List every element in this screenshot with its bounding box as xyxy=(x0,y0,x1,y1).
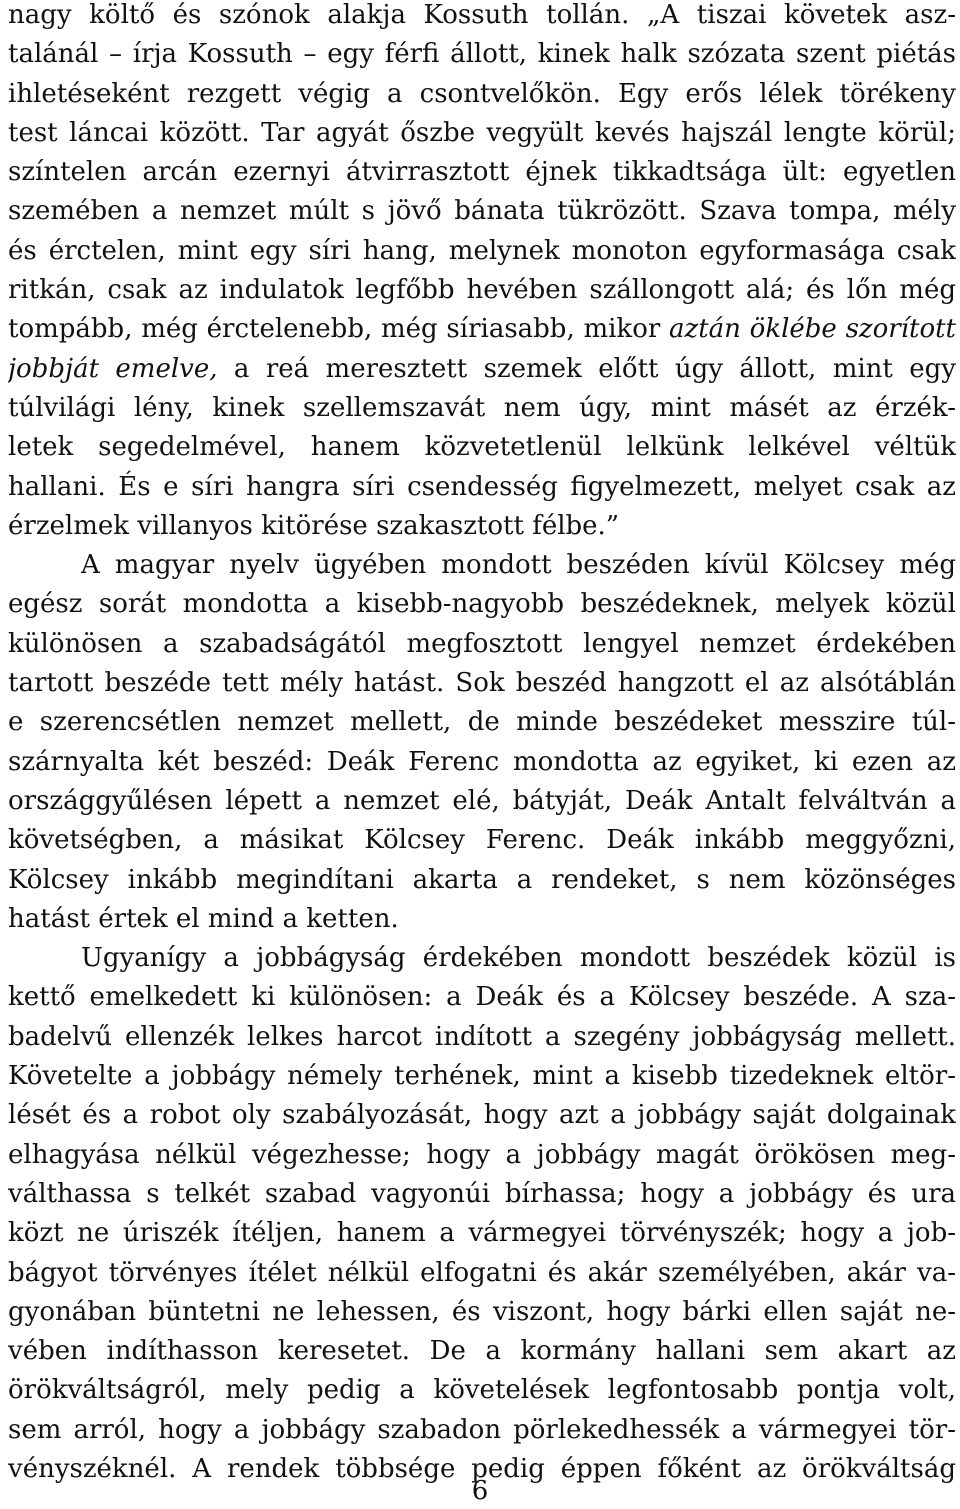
paragraph-2 xyxy=(8,546,956,939)
text-line: letek segedelmével, hanem közvetetlenül lelkünk lelkével véltük xyxy=(8,432,956,463)
document-page xyxy=(8,0,956,1489)
text-line: örökváltságról, mely pedig a követelések legfontosabb pontja volt, xyxy=(8,1375,956,1406)
text-line: Ugyanígy a jobbágyság érdekében mondott beszédek közül is xyxy=(81,943,956,974)
text-line: egész sorát mondotta a kisebb-nagyobb beszédeknek, melyek közül xyxy=(8,589,956,620)
text-line: érzelmek villanyos kitörése szakasztott félbe.” xyxy=(8,510,620,541)
text-line: kettő emelkedett ki különösen: a Deák és a Kölcsey beszéde. A sza- xyxy=(8,982,956,1013)
text-line: túlvilági lény, kinek szellemszavát nem úgy, mint másét az érzék- xyxy=(8,392,956,423)
italic-segment: jobbját emelve, xyxy=(8,353,218,384)
text-line: Kölcsey inkább megindítani akarta a rendeket, s nem közönséges xyxy=(8,864,956,895)
text-line: ritkán, csak az indulatok legfőbb hevében szállongott alá; és lőn még xyxy=(8,275,956,306)
text-segment: tompább, még érctelenebb, még síriasabb, mikor xyxy=(8,314,670,345)
text-line: színtelen arcán ezernyi átvirrasztott éjnek tikkadtsága ült: egyetlen xyxy=(8,157,956,188)
text-line: követségben, a másikat Kölcsey Ferenc. Deák inkább meggyőzni, xyxy=(8,825,956,856)
text-line: A magyar nyelv ügyében mondott beszéden kívül Kölcsey még xyxy=(81,550,956,581)
text-line: bágyot törvényes ítélet nélkül elfogatni és akár személyében, akár va- xyxy=(8,1257,956,1288)
paragraph-3 xyxy=(8,939,956,1489)
paragraph-1 xyxy=(8,0,956,546)
page-number: 6 xyxy=(471,1476,489,1506)
text-line: Követelte a jobbágy némely terhének, mint a kisebb tizedeknek eltör- xyxy=(8,1061,956,1092)
text-line: test láncai között. Tar agyát őszbe vegyült kevés hajszál lengte körül; xyxy=(8,117,956,148)
text-line: badelvű ellenzék lelkes harcot indított a szegény jobbágyság mellett. xyxy=(8,1021,956,1052)
text-line: közt ne úriszék ítéljen, hanem a vármegyei törvényszék; hogy a job- xyxy=(8,1218,956,1249)
text-line: hatást értek el mind a ketten. xyxy=(8,903,399,934)
text-line: talánál – írja Kossuth – egy férfi állott, kinek halk szózata szent piétás xyxy=(8,39,956,70)
text-line: hallani. És e síri hangra síri csendesség figyelmezett, melyet csak az xyxy=(8,471,956,502)
text-line: elhagyása nélkül végezhesse; hogy a jobbágy magát örökösen meg- xyxy=(8,1139,956,1170)
text-line: válthassa s telkét szabad vagyonúi bírhassa; hogy a jobbágy és ura xyxy=(8,1178,956,1209)
text-line: és érctelen, mint egy síri hang, melynek monoton egyformasága csak xyxy=(8,235,956,266)
text-line: lését és a robot oly szabályozását, hogy azt a jobbágy saját dolgainak xyxy=(8,1100,956,1131)
text-line: e szerencsétlen nemzet mellett, de minde beszédeket messzire túl- xyxy=(8,707,956,738)
text-segment: a reá meresztett szemek előtt úgy állott, mint egy xyxy=(233,353,956,384)
text-line: vényszéknél. A rendek többsége pedig éppen főként az örökváltság xyxy=(8,1453,956,1484)
text-line: nagy költő és szónok alakja Kossuth tollán. „A tiszai követek asz- xyxy=(8,0,956,30)
text-line: különösen a szabadságától megfosztott lengyel nemzet érdekében xyxy=(8,628,956,659)
text-line: gyonában büntetni ne lehessen, és viszont, hogy bárki ellen saját ne- xyxy=(8,1296,956,1327)
text-line: ihletéseként rezgett végig a csontvelőkön. Egy erős lélek törékeny xyxy=(8,78,956,109)
text-line: vében indíthasson keresetet. De a kormány hallani sem akart az xyxy=(8,1336,956,1367)
text-line: szemében a nemzet múlt s jövő bánata tükrözött. Szava tompa, mély xyxy=(8,196,956,227)
text-line: szárnyalta két beszéd: Deák Ferenc mondotta az egyiket, ki ezen az xyxy=(8,746,956,777)
text-line-with-italic xyxy=(8,350,956,389)
italic-segment: aztán öklébe szorított xyxy=(669,314,956,345)
text-line: tartott beszéde tett mély hatást. Sok beszéd hangzott el az alsótáblán xyxy=(8,668,956,699)
text-line: országgyűlésen lépett a nemzet elé, bátyját, Deák Antalt felváltván a xyxy=(8,785,956,816)
text-line: sem arról, hogy a jobbágy szabadon pörlekedhessék a vármegyei tör- xyxy=(8,1414,956,1445)
text-line-with-italic xyxy=(8,310,956,349)
